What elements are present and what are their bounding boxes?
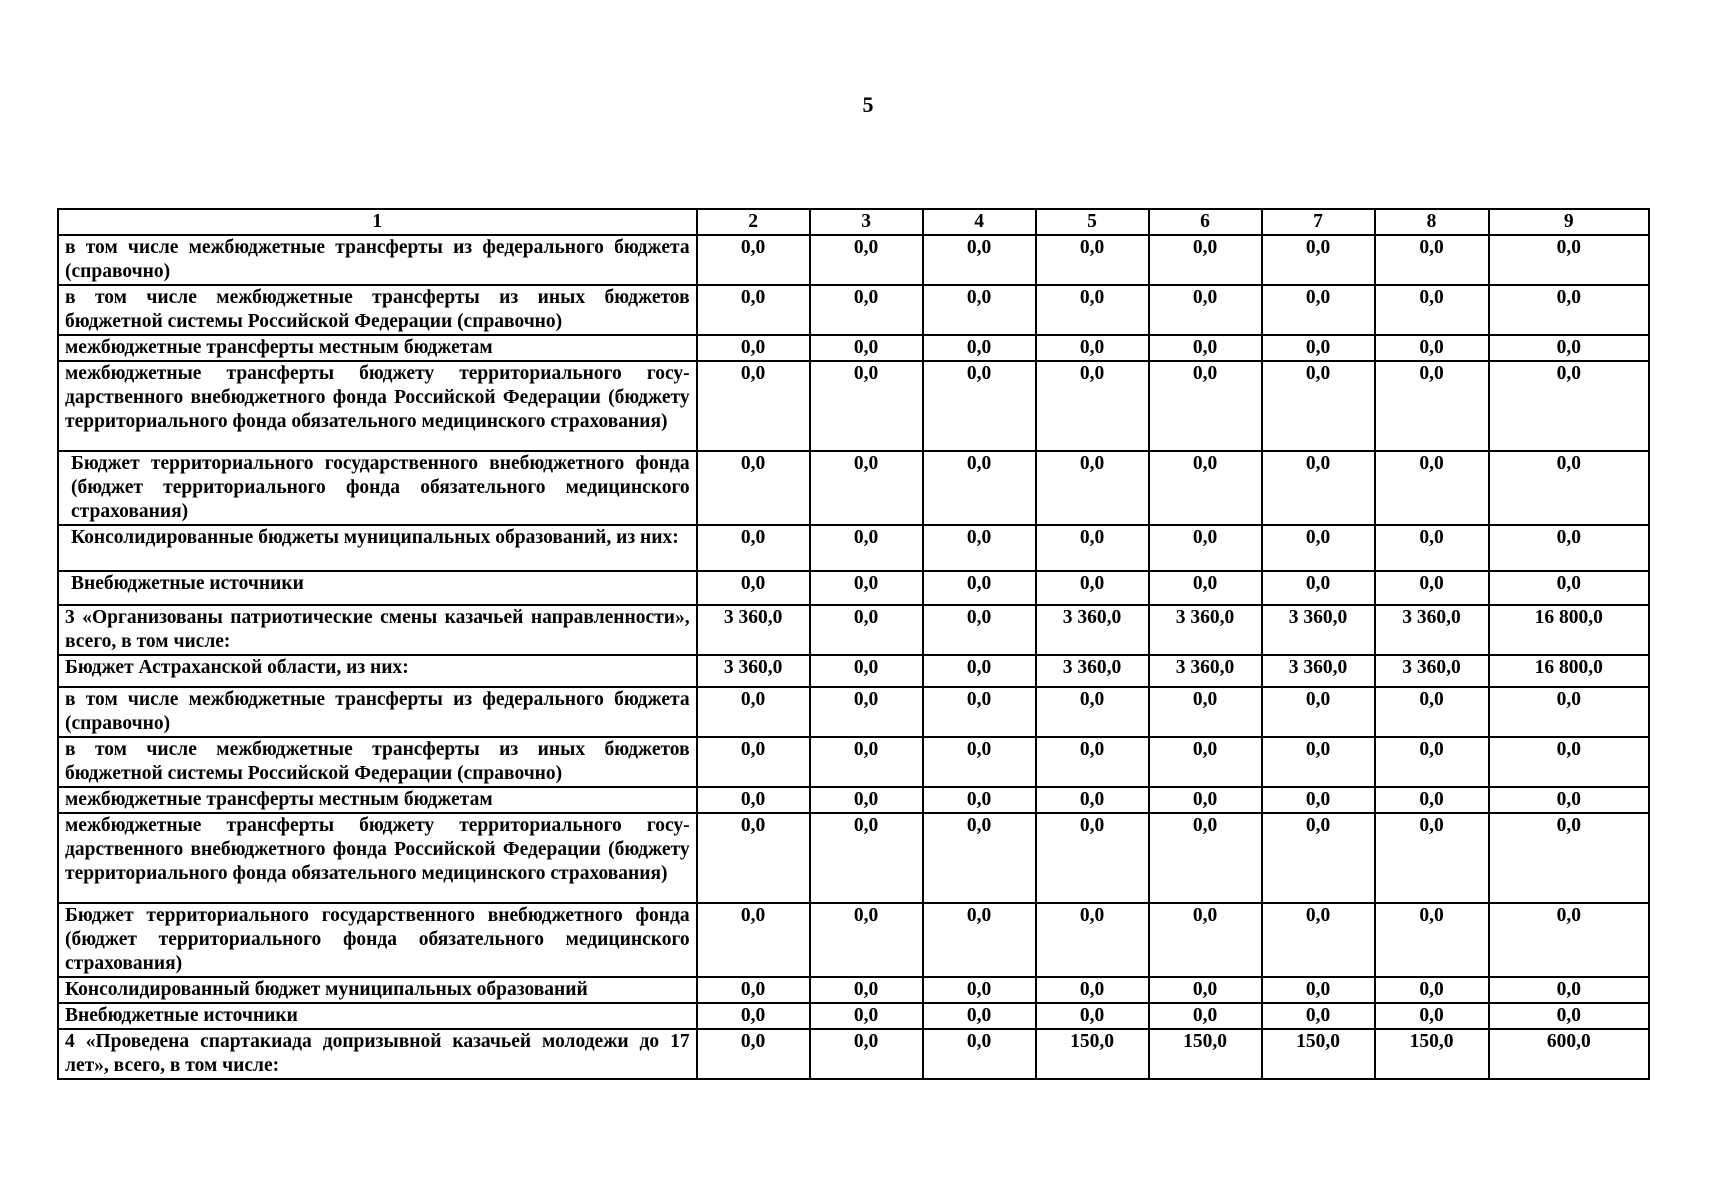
value-cell: 0,0 <box>1375 525 1489 571</box>
row-label: в том числе межбюджетные трансферты из федерального бюджета (справочно) <box>58 687 697 737</box>
row-label: Внебюджетные источники <box>58 571 697 605</box>
value-cell: 0,0 <box>1149 1003 1262 1029</box>
value-cell: 16 800,0 <box>1489 655 1649 687</box>
value-cell: 0,0 <box>697 1029 810 1079</box>
value-cell: 0,0 <box>1036 525 1149 571</box>
column-header: 6 <box>1149 209 1262 235</box>
value-cell: 0,0 <box>810 361 923 451</box>
value-cell: 0,0 <box>1149 361 1262 451</box>
value-cell: 0,0 <box>1375 813 1489 903</box>
value-cell: 0,0 <box>1149 903 1262 977</box>
budget-table <box>57 208 1650 1080</box>
value-cell: 0,0 <box>1262 903 1375 977</box>
value-cell: 0,0 <box>923 451 1036 525</box>
value-cell: 0,0 <box>810 687 923 737</box>
value-cell: 0,0 <box>1149 285 1262 335</box>
value-cell: 0,0 <box>1489 451 1649 525</box>
value-cell: 0,0 <box>697 787 810 813</box>
value-cell: 0,0 <box>1036 361 1149 451</box>
table-row <box>58 655 1649 687</box>
value-cell: 0,0 <box>1262 335 1375 361</box>
row-label: межбюджетные трансферты бюджету территориального государственного внебюджетного фонда Российской Федерации (бюджету территориального фонда обязательного медицинского страхования) <box>58 813 697 903</box>
value-cell: 0,0 <box>1375 1003 1489 1029</box>
column-header: 5 <box>1036 209 1149 235</box>
value-cell: 0,0 <box>810 813 923 903</box>
value-cell: 0,0 <box>1149 525 1262 571</box>
value-cell: 0,0 <box>1262 687 1375 737</box>
value-cell: 3 360,0 <box>1262 655 1375 687</box>
value-cell: 0,0 <box>923 787 1036 813</box>
table-header-row <box>58 209 1649 235</box>
value-cell: 150,0 <box>1262 1029 1375 1079</box>
table-row <box>58 605 1649 655</box>
value-cell: 0,0 <box>923 737 1036 787</box>
value-cell: 0,0 <box>1375 977 1489 1003</box>
value-cell: 0,0 <box>1489 571 1649 605</box>
value-cell: 0,0 <box>1262 977 1375 1003</box>
column-header: 3 <box>810 209 923 235</box>
value-cell: 3 360,0 <box>697 605 810 655</box>
row-label: 4 «Проведена спартакиада допризывной казачьей молодежи до 17 лет», всего, в том числе: <box>58 1029 697 1079</box>
value-cell: 0,0 <box>1149 571 1262 605</box>
row-label: межбюджетные трансферты местным бюджетам <box>58 787 697 813</box>
value-cell: 0,0 <box>1036 285 1149 335</box>
value-cell: 0,0 <box>810 977 923 1003</box>
value-cell: 0,0 <box>1262 525 1375 571</box>
value-cell: 0,0 <box>1262 571 1375 605</box>
value-cell: 0,0 <box>1489 285 1649 335</box>
value-cell: 0,0 <box>1036 787 1149 813</box>
value-cell: 0,0 <box>923 525 1036 571</box>
value-cell: 3 360,0 <box>1036 655 1149 687</box>
value-cell: 0,0 <box>697 977 810 1003</box>
value-cell: 150,0 <box>1036 1029 1149 1079</box>
value-cell: 0,0 <box>1262 285 1375 335</box>
value-cell: 0,0 <box>1262 1003 1375 1029</box>
value-cell: 600,0 <box>1489 1029 1649 1079</box>
row-label: Внебюджетные источники <box>58 1003 697 1029</box>
value-cell: 0,0 <box>1375 571 1489 605</box>
table-row <box>58 451 1649 525</box>
value-cell: 0,0 <box>1489 525 1649 571</box>
row-label: Бюджет Астраханской области, из них: <box>58 655 697 687</box>
row-label: Консолидированные бюджеты муниципальных образований, из них: <box>58 525 697 571</box>
value-cell: 0,0 <box>1149 787 1262 813</box>
row-label: в том числе межбюджетные трансферты из федерального бюджета (справочно) <box>58 235 697 285</box>
value-cell: 0,0 <box>1489 903 1649 977</box>
value-cell: 0,0 <box>1149 813 1262 903</box>
table-row <box>58 1029 1649 1079</box>
value-cell: 0,0 <box>1375 235 1489 285</box>
page-number: 5 <box>862 92 874 117</box>
value-cell: 0,0 <box>810 903 923 977</box>
value-cell: 0,0 <box>923 335 1036 361</box>
column-header: 8 <box>1375 209 1489 235</box>
value-cell: 0,0 <box>1036 737 1149 787</box>
row-label: Бюджет территориального государственного внебюджетного фонда (бюджет территориального фонда обязательного медицинского страхования) <box>58 451 697 525</box>
value-cell: 0,0 <box>923 571 1036 605</box>
value-cell: 0,0 <box>697 571 810 605</box>
value-cell: 0,0 <box>810 571 923 605</box>
value-cell: 0,0 <box>697 813 810 903</box>
value-cell: 0,0 <box>1149 687 1262 737</box>
value-cell: 0,0 <box>810 235 923 285</box>
table-row <box>58 687 1649 737</box>
value-cell: 0,0 <box>810 335 923 361</box>
value-cell: 0,0 <box>1375 787 1489 813</box>
row-label: 3 «Организованы патриотические смены казачьей направленности», всего, в том числе: <box>58 605 697 655</box>
row-label: межбюджетные трансферты бюджету территориального государственного внебюджетного фонда Российской Федерации (бюджету территориального фонда обязательного медицинского страхования) <box>58 361 697 451</box>
value-cell: 0,0 <box>1149 235 1262 285</box>
value-cell: 0,0 <box>697 335 810 361</box>
value-cell: 150,0 <box>1375 1029 1489 1079</box>
value-cell: 0,0 <box>697 525 810 571</box>
value-cell: 0,0 <box>1489 977 1649 1003</box>
value-cell: 0,0 <box>810 525 923 571</box>
value-cell: 0,0 <box>810 655 923 687</box>
table-row <box>58 737 1649 787</box>
value-cell: 0,0 <box>923 605 1036 655</box>
value-cell: 0,0 <box>1375 903 1489 977</box>
column-header: 9 <box>1489 209 1649 235</box>
value-cell: 0,0 <box>1489 813 1649 903</box>
value-cell: 0,0 <box>1262 787 1375 813</box>
value-cell: 0,0 <box>1036 977 1149 1003</box>
value-cell: 0,0 <box>697 235 810 285</box>
table-row <box>58 813 1649 903</box>
row-label: Консолидированный бюджет муниципальных образований <box>58 977 697 1003</box>
value-cell: 0,0 <box>1262 451 1375 525</box>
value-cell: 0,0 <box>923 903 1036 977</box>
value-cell: 0,0 <box>1036 813 1149 903</box>
table-row <box>58 571 1649 605</box>
value-cell: 0,0 <box>697 737 810 787</box>
value-cell: 0,0 <box>1036 235 1149 285</box>
value-cell: 0,0 <box>1036 451 1149 525</box>
value-cell: 3 360,0 <box>1262 605 1375 655</box>
value-cell: 0,0 <box>1375 687 1489 737</box>
value-cell: 0,0 <box>697 361 810 451</box>
column-header: 2 <box>697 209 810 235</box>
value-cell: 0,0 <box>923 977 1036 1003</box>
value-cell: 0,0 <box>1489 335 1649 361</box>
value-cell: 0,0 <box>1036 335 1149 361</box>
value-cell: 0,0 <box>1262 813 1375 903</box>
column-header: 7 <box>1262 209 1375 235</box>
value-cell: 0,0 <box>697 687 810 737</box>
value-cell: 0,0 <box>1262 361 1375 451</box>
value-cell: 0,0 <box>1489 737 1649 787</box>
value-cell: 0,0 <box>697 451 810 525</box>
value-cell: 0,0 <box>923 655 1036 687</box>
value-cell: 3 360,0 <box>1375 605 1489 655</box>
row-label: Бюджет территориального государственного внебюджетного фонда (бюджет территориального фонда обязательного медицинского страхования) <box>58 903 697 977</box>
value-cell: 0,0 <box>810 1003 923 1029</box>
value-cell: 3 360,0 <box>1149 605 1262 655</box>
value-cell: 0,0 <box>1489 235 1649 285</box>
value-cell: 0,0 <box>810 737 923 787</box>
value-cell: 0,0 <box>1375 361 1489 451</box>
value-cell: 0,0 <box>1036 571 1149 605</box>
value-cell: 3 360,0 <box>1036 605 1149 655</box>
value-cell: 0,0 <box>923 1029 1036 1079</box>
row-label: межбюджетные трансферты местным бюджетам <box>58 335 697 361</box>
value-cell: 0,0 <box>1375 335 1489 361</box>
value-cell: 0,0 <box>1375 451 1489 525</box>
value-cell: 0,0 <box>810 1029 923 1079</box>
table-row <box>58 361 1649 451</box>
value-cell: 0,0 <box>1489 787 1649 813</box>
value-cell: 0,0 <box>1036 1003 1149 1029</box>
value-cell: 3 360,0 <box>697 655 810 687</box>
value-cell: 150,0 <box>1149 1029 1262 1079</box>
value-cell: 0,0 <box>1489 687 1649 737</box>
value-cell: 0,0 <box>1149 335 1262 361</box>
table-row <box>58 335 1649 361</box>
value-cell: 0,0 <box>1262 235 1375 285</box>
value-cell: 0,0 <box>1036 687 1149 737</box>
value-cell: 0,0 <box>1149 451 1262 525</box>
table-row <box>58 235 1649 285</box>
value-cell: 0,0 <box>1489 361 1649 451</box>
row-label: в том числе межбюджетные трансферты из иных бюджетов бюджетной системы Российской Федерации (справочно) <box>58 285 697 335</box>
value-cell: 0,0 <box>1375 285 1489 335</box>
value-cell: 0,0 <box>1375 737 1489 787</box>
column-header: 1 <box>58 209 697 235</box>
value-cell: 0,0 <box>697 1003 810 1029</box>
value-cell: 0,0 <box>1262 737 1375 787</box>
value-cell: 0,0 <box>1036 903 1149 977</box>
column-header: 4 <box>923 209 1036 235</box>
value-cell: 0,0 <box>810 451 923 525</box>
value-cell: 0,0 <box>923 813 1036 903</box>
value-cell: 16 800,0 <box>1489 605 1649 655</box>
value-cell: 0,0 <box>810 605 923 655</box>
value-cell: 0,0 <box>1149 737 1262 787</box>
value-cell: 0,0 <box>923 687 1036 737</box>
value-cell: 0,0 <box>923 361 1036 451</box>
value-cell: 0,0 <box>923 235 1036 285</box>
value-cell: 0,0 <box>697 903 810 977</box>
value-cell: 0,0 <box>923 1003 1036 1029</box>
table-row <box>58 1003 1649 1029</box>
table-row <box>58 525 1649 571</box>
value-cell: 0,0 <box>810 285 923 335</box>
value-cell: 3 360,0 <box>1149 655 1262 687</box>
table-row <box>58 285 1649 335</box>
table-body <box>58 235 1649 1079</box>
table-row <box>58 787 1649 813</box>
value-cell: 3 360,0 <box>1375 655 1489 687</box>
value-cell: 0,0 <box>810 787 923 813</box>
table-row <box>58 977 1649 1003</box>
value-cell: 0,0 <box>1149 977 1262 1003</box>
row-label: в том числе межбюджетные трансферты из иных бюджетов бюджетной системы Российской Федерации (справочно) <box>58 737 697 787</box>
value-cell: 0,0 <box>923 285 1036 335</box>
value-cell: 0,0 <box>1489 1003 1649 1029</box>
value-cell: 0,0 <box>697 285 810 335</box>
table-row <box>58 903 1649 977</box>
